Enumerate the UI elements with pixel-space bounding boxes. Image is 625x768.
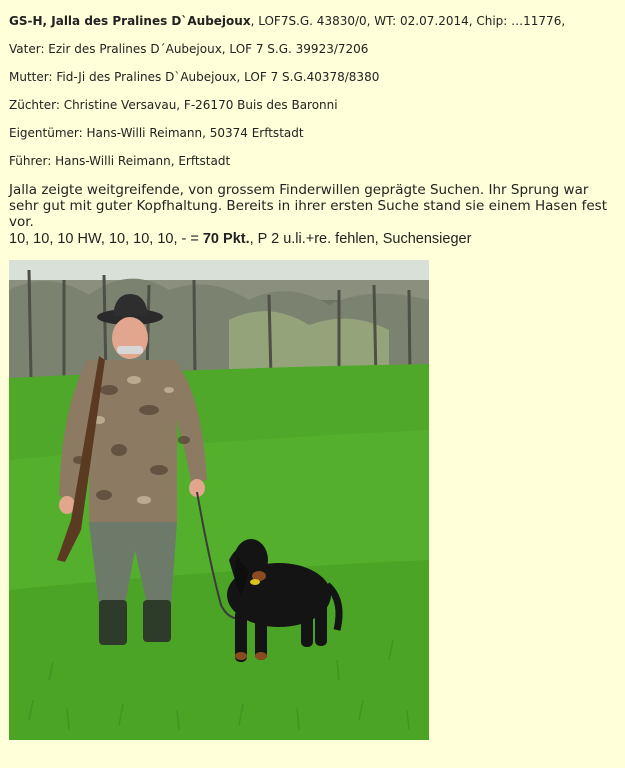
score-line <box>9 231 471 247</box>
owner-line: Eigentümer: Hans-Willi Reimann, 50374 Erftstadt <box>9 126 304 140</box>
dog-name: GS-H, Jalla des Pralines D`Aubejoux <box>9 14 251 28</box>
breeder-line: Züchter: Christine Versavau, F-26170 Buis des Baronni <box>9 98 338 112</box>
dog-registration: , LOF7S.G. 43830/0, WT: 02.07.2014, Chip: …11776, <box>250 14 566 28</box>
photo-illustration <box>9 260 429 740</box>
description-paragraph: Jalla zeigte weitgreifende, von grossem Finderwillen geprägte Suchen. Ihr Sprung war sehr gut mit guter Kopfhaltung. Bereits in ihrer ersten Suche stand sie einem Hasen fest vor. <box>9 182 607 230</box>
dog-title-line <box>9 14 565 28</box>
father-line: Vater: Ezir des Pralines D´Aubejoux, LOF 7 S.G. 39923/7206 <box>9 42 369 56</box>
mother-line: Mutter: Fid-Ji des Pralines D`Aubejoux, LOF 7 S.G.40378/8380 <box>9 70 380 84</box>
photo-handler-with-dog <box>9 260 429 740</box>
score-suffix: , P 2 u.li.+re. fehlen, Suchensieger <box>249 231 472 247</box>
score-prefix: 10, 10, 10 HW, 10, 10, 10, - = <box>9 231 203 247</box>
handler-line: Führer: Hans-Willi Reimann, Erftstadt <box>9 154 231 168</box>
score-points: 70 Pkt. <box>202 231 250 247</box>
